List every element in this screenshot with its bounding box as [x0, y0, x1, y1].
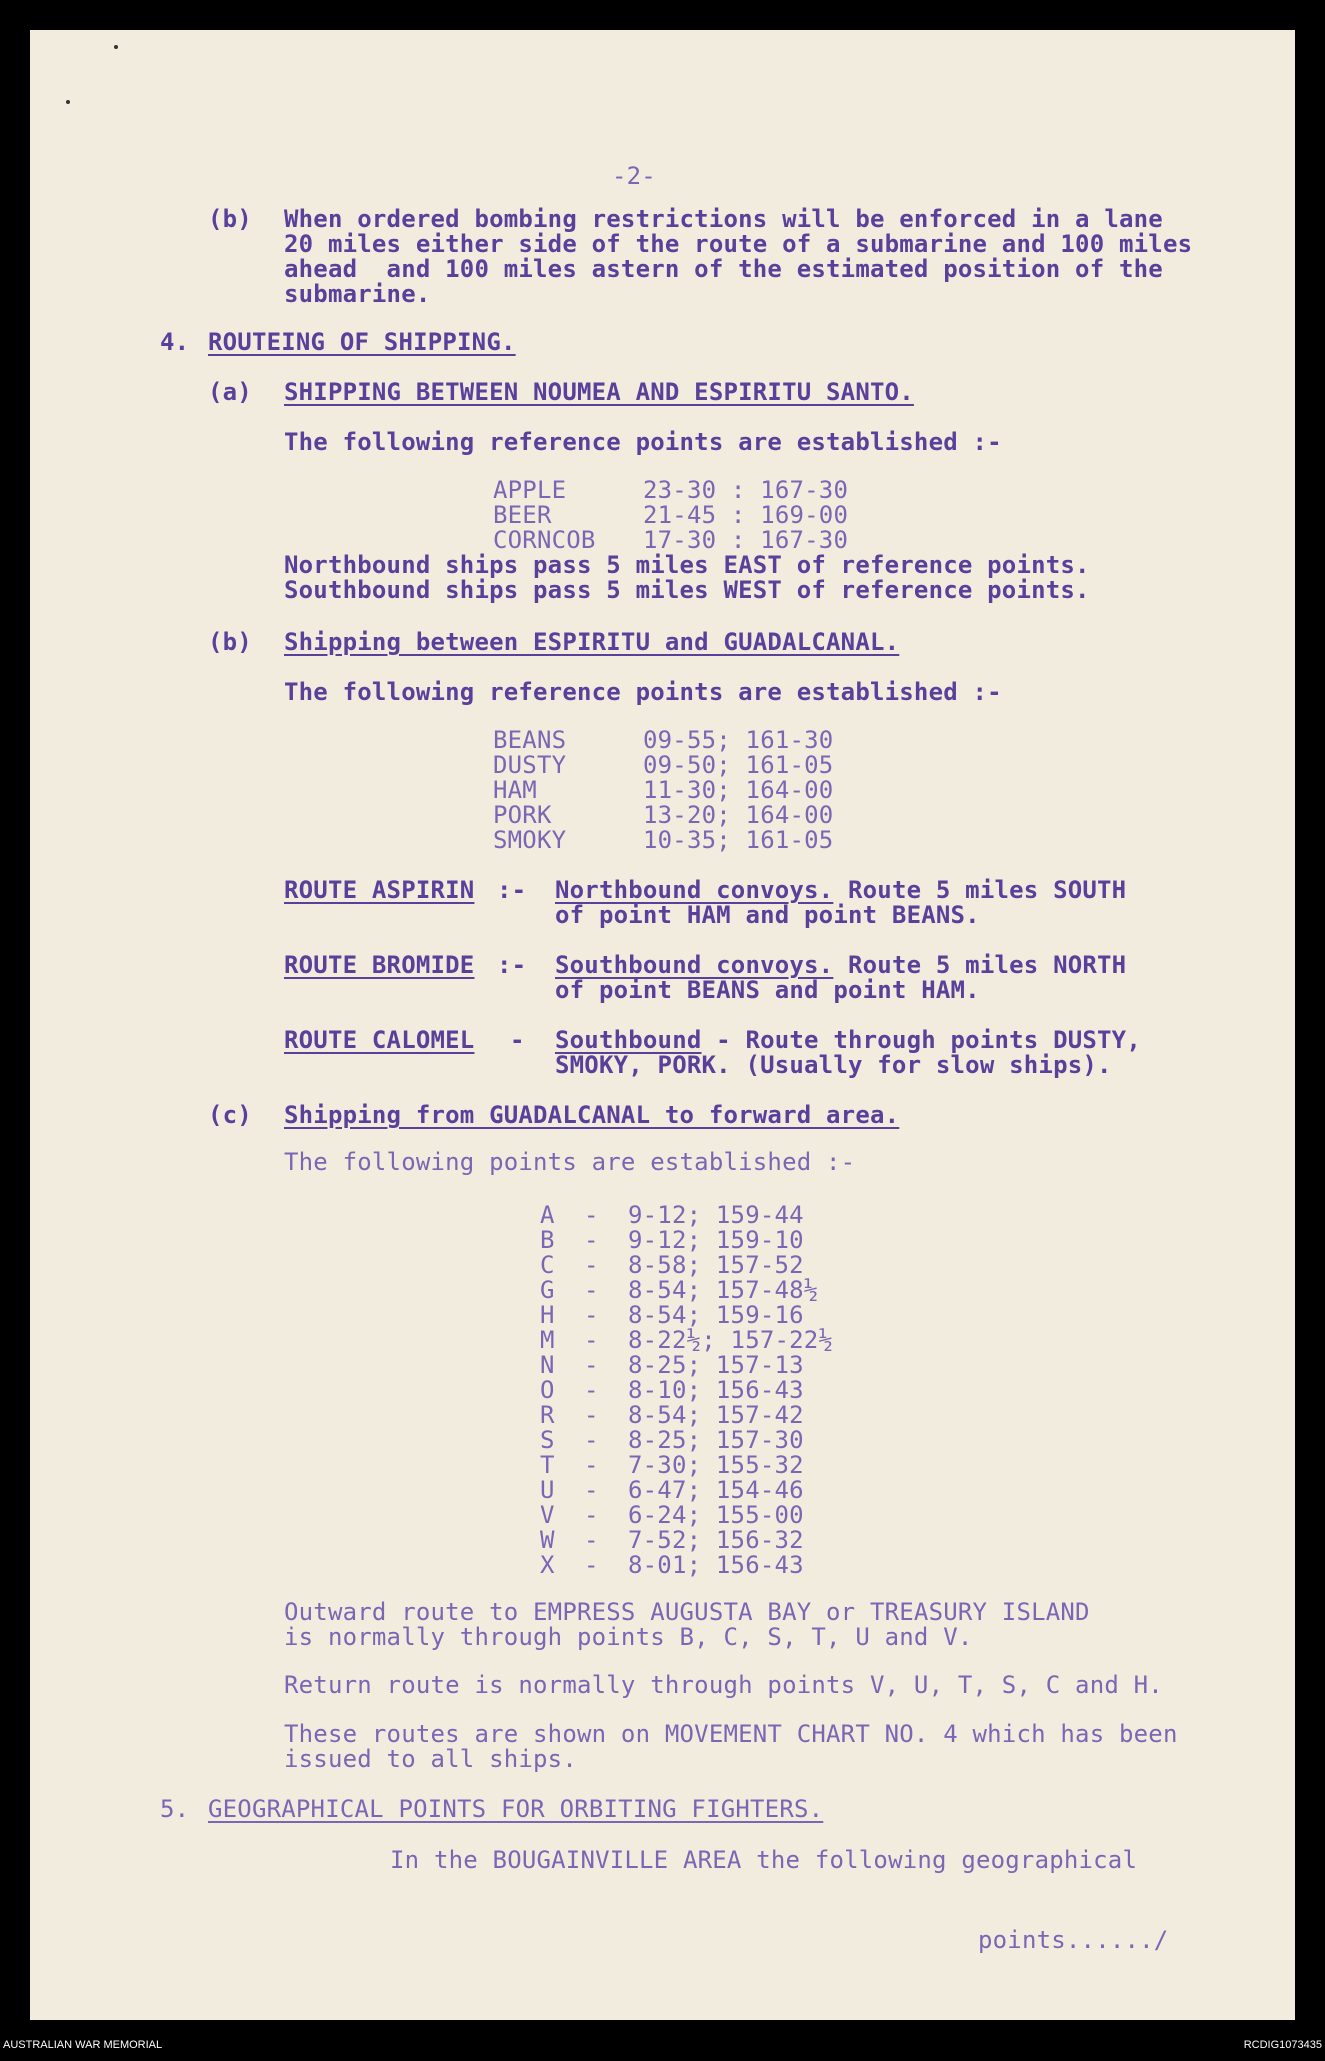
ref-point-name: DUSTY: [493, 751, 567, 779]
ref-point-name: HAM: [493, 776, 537, 804]
continuation-text: points....../: [978, 1926, 1169, 1954]
point-coords: 9-12; 159-10: [628, 1226, 804, 1254]
route-separator: :-: [497, 951, 527, 979]
route-line: [555, 953, 1126, 978]
point-letter: T: [540, 1451, 555, 1479]
route-detail: - Route through points DUSTY,: [701, 1026, 1141, 1054]
point-sep: -: [584, 1526, 599, 1554]
point-letter: G: [540, 1276, 555, 1304]
section4a-label: (a): [208, 378, 252, 406]
point-coords: 7-52; 156-32: [628, 1526, 804, 1554]
section5-heading: GEOGRAPHICAL POINTS FOR ORBITING FIGHTERS.: [208, 1795, 824, 1823]
point-letter: S: [540, 1426, 555, 1454]
route-type: Northbound convoys.: [555, 876, 834, 904]
point-coords: 6-24; 155-00: [628, 1501, 804, 1529]
route-separator: -: [510, 1026, 525, 1054]
point-letter: W: [540, 1526, 555, 1554]
chart-note-line: issued to all ships.: [284, 1745, 577, 1773]
ref-point-coords: 21-45 : 169-00: [643, 501, 849, 529]
route-line: [555, 878, 1126, 903]
ref-point-name: APPLE: [493, 476, 567, 504]
section4c-heading: Shipping from GUADALCANAL to forward area.: [284, 1101, 900, 1129]
ref-point-name: BEER: [493, 501, 552, 529]
ref-point-coords: 11-30; 164-00: [643, 776, 834, 804]
route-detail: Route 5 miles SOUTH: [833, 876, 1127, 904]
route-line: [555, 1028, 1141, 1053]
page-number: -2-: [612, 162, 656, 190]
footer-archive-name: AUSTRALIAN WAR MEMORIAL: [3, 2039, 163, 2051]
outward-route-line: Outward route to EMPRESS AUGUSTA BAY or TREASURY ISLAND: [284, 1598, 1090, 1626]
para-b-line: ahead and 100 miles astern of the estimated position of the: [284, 255, 1163, 283]
ref-point-name: SMOKY: [493, 826, 567, 854]
section4a-intro: The following reference points are established :-: [284, 428, 1002, 456]
point-sep: -: [584, 1326, 599, 1354]
point-sep: -: [584, 1501, 599, 1529]
section4a-heading: SHIPPING BETWEEN NOUMEA AND ESPIRITU SANTO.: [284, 378, 914, 406]
point-letter: U: [540, 1476, 555, 1504]
point-sep: -: [584, 1376, 599, 1404]
point-letter: A: [540, 1201, 555, 1229]
point-sep: -: [584, 1251, 599, 1279]
return-route-line: Return route is normally through points V, U, T, S, C and H.: [284, 1671, 1163, 1699]
ref-point-name: CORNCOB: [493, 526, 596, 554]
point-coords: 8-54; 159-16: [628, 1301, 804, 1329]
paper-speck: [114, 45, 118, 49]
route-detail: Route 5 miles NORTH: [833, 951, 1127, 979]
para-b-line: When ordered bombing restrictions will be enforced in a lane: [284, 205, 1163, 233]
point-sep: -: [584, 1201, 599, 1229]
ref-point-name: PORK: [493, 801, 552, 829]
route-type: Southbound: [555, 1026, 702, 1054]
point-letter: V: [540, 1501, 555, 1529]
point-sep: -: [584, 1276, 599, 1304]
point-letter: R: [540, 1401, 555, 1429]
point-coords: 8-54; 157-42: [628, 1401, 804, 1429]
point-coords: 8-01; 156-43: [628, 1551, 804, 1579]
section4b-label: (b): [208, 628, 252, 656]
para-b-line: 20 miles either side of the route of a submarine and 100 miles: [284, 230, 1193, 258]
route-line2: of point BEANS and point HAM.: [555, 976, 980, 1004]
ref-point-coords: 13-20; 164-00: [643, 801, 834, 829]
point-coords: 7-30; 155-32: [628, 1451, 804, 1479]
section4b-intro: The following reference points are established :-: [284, 678, 1002, 706]
section4a-note: Northbound ships pass 5 miles EAST of reference points.: [284, 551, 1090, 579]
point-letter: O: [540, 1376, 555, 1404]
footer-record-id: RCDIG1073435: [1243, 2039, 1322, 2051]
point-sep: -: [584, 1451, 599, 1479]
point-letter: N: [540, 1351, 555, 1379]
route-name: ROUTE CALOMEL: [284, 1026, 475, 1054]
point-sep: -: [584, 1301, 599, 1329]
ref-point-coords: 09-55; 161-30: [643, 726, 834, 754]
route-separator: :-: [497, 876, 527, 904]
point-letter: B: [540, 1226, 555, 1254]
point-coords: 8-10; 156-43: [628, 1376, 804, 1404]
outward-route-line: is normally through points B, C, S, T, U and V.: [284, 1623, 973, 1651]
ref-point-coords: 23-30 : 167-30: [643, 476, 849, 504]
point-letter: C: [540, 1251, 555, 1279]
section5-number: 5.: [160, 1795, 190, 1823]
point-letter: H: [540, 1301, 555, 1329]
point-coords: 9-12; 159-44: [628, 1201, 804, 1229]
ref-point-coords: 17-30 : 167-30: [643, 526, 849, 554]
section4a-note: Southbound ships pass 5 miles WEST of reference points.: [284, 576, 1090, 604]
chart-note-line: These routes are shown on MOVEMENT CHART NO. 4 which has been: [284, 1720, 1178, 1748]
para-b-line: submarine.: [284, 280, 431, 308]
section4-number: 4.: [160, 328, 190, 356]
point-sep: -: [584, 1401, 599, 1429]
point-sep: -: [584, 1551, 599, 1579]
point-coords: 6-47; 154-46: [628, 1476, 804, 1504]
ref-point-coords: 09-50; 161-05: [643, 751, 834, 779]
section4c-label: (c): [208, 1101, 252, 1129]
point-coords: 8-54; 157-48½: [628, 1276, 819, 1304]
paper-speck: [66, 100, 70, 104]
route-name: ROUTE ASPIRIN: [284, 876, 475, 904]
para-b-label: (b): [208, 205, 252, 233]
route-line2: SMOKY, PORK. (Usually for slow ships).: [555, 1051, 1112, 1079]
point-coords: 8-25; 157-13: [628, 1351, 804, 1379]
section4b-heading: Shipping between ESPIRITU and GUADALCANAL.: [284, 628, 900, 656]
ref-point-name: BEANS: [493, 726, 567, 754]
ref-point-coords: 10-35; 161-05: [643, 826, 834, 854]
section4c-intro: The following points are established :-: [284, 1148, 856, 1176]
route-line2: of point HAM and point BEANS.: [555, 901, 980, 929]
point-sep: -: [584, 1351, 599, 1379]
point-letter: M: [540, 1326, 555, 1354]
section5-text: In the BOUGAINVILLE AREA the following geographical: [390, 1846, 1138, 1874]
point-sep: -: [584, 1426, 599, 1454]
point-sep: -: [584, 1476, 599, 1504]
route-type: Southbound convoys.: [555, 951, 834, 979]
point-coords: 8-25; 157-30: [628, 1426, 804, 1454]
point-letter: X: [540, 1551, 555, 1579]
point-sep: -: [584, 1226, 599, 1254]
section4-heading: ROUTEING OF SHIPPING.: [208, 328, 516, 356]
point-coords: 8-58; 157-52: [628, 1251, 804, 1279]
route-name: ROUTE BROMIDE: [284, 951, 475, 979]
point-coords: 8-22½; 157-22½: [628, 1326, 834, 1354]
